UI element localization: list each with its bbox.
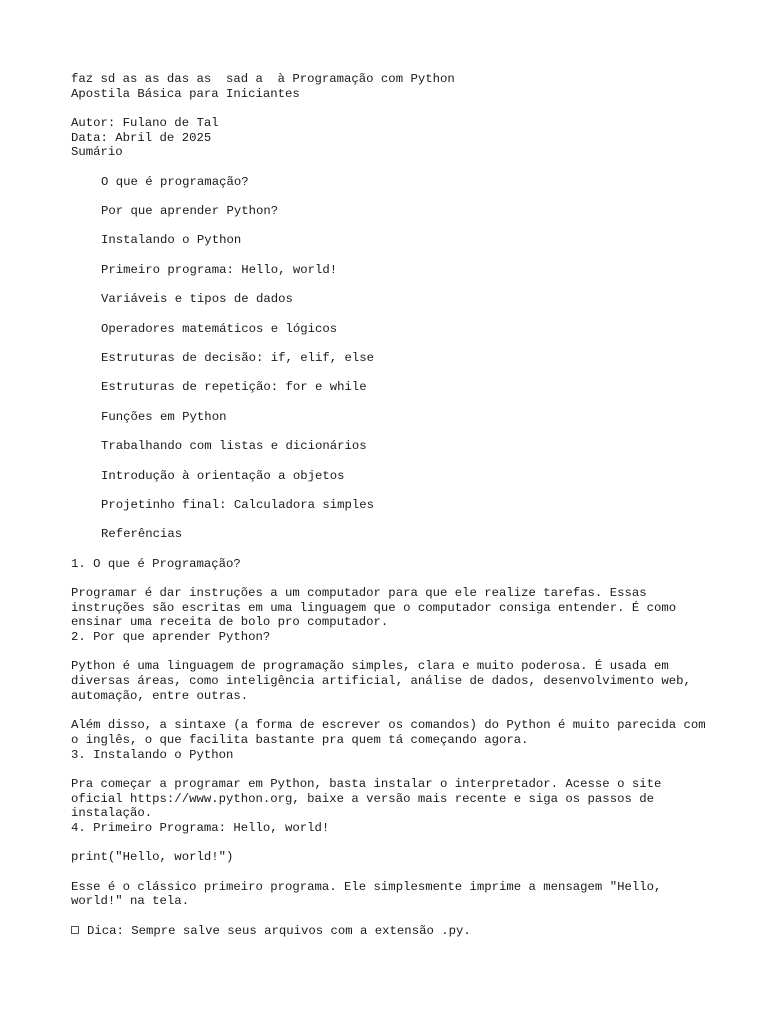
table-of-contents [71,175,711,542]
toc-item: Introdução à orientação a objetos [101,468,345,483]
toc-item: Trabalhando com listas e dicionários [101,439,367,454]
toc-item: Operadores matemáticos e lógicos [101,321,338,336]
toc-item: Primeiro programa: Hello, world! [101,262,338,277]
toc-item: Estruturas de decisão: if, elif, else [101,351,375,366]
toc-item: Instalando o Python [101,233,242,248]
toc-item: O que é programação? [101,174,249,189]
toc-item: Variáveis e tipos de dados [101,292,293,307]
code-snippet: print("Hello, world!") [71,850,234,865]
tip-text: Dica: Sempre salve seus arquivos com a extensão .py. [87,923,471,938]
section-2-paragraph-2: Além disso, a sintaxe (a forma de escrever os comandos) do Python é muito parecida com o inglês, o que facilita bastante pra quem tá começando agora. [71,718,714,747]
box-icon [71,926,79,934]
toc-item: Por que aprender Python? [101,204,279,219]
section-heading-3: 3. Instalando o Python [71,747,234,762]
author-line: Autor: Fulano de Tal [71,116,219,130]
section-heading-1: 1. O que é Programação? [71,556,241,571]
toc-item: Funções em Python [101,409,227,424]
document-subtitle: Apostila Básica para Iniciantes [71,86,300,101]
section-1-paragraph: Programar é dar instruções a um computador para que ele realize tarefas. Essas instruções são escritas em uma linguagem que o computador consiga entender. É como ensinar uma receita de bolo pro computador. [71,586,684,630]
toc-item: Estruturas de repetição: for e while [101,380,367,395]
date-line: Data: Abril de 2025 [71,130,212,145]
section-heading-4: 4. Primeiro Programa: Hello, world! [71,821,330,835]
section-3-paragraph: Pra começar a programar em Python, basta instalar o interpretador. Acesse o site oficial https://www.python.org, baixe a versão mais recente e siga os passos de instalação. [71,776,669,821]
toc-item: Projetinho final: Calculadora simples [101,498,375,512]
tip-line [71,924,711,939]
section-2-paragraph-1: Python é uma linguagem de programação simples, clara e muito poderosa. É usada em diversas áreas, como inteligência artificial, análise de dados, desenvolvimento web, automação, entre outras. [71,659,699,703]
section-4-paragraph: Esse é o clássico primeiro programa. Ele simplesmente imprime a mensagem "Hello, world!" na tela. [71,879,669,909]
section-heading-2: 2. Por que aprender Python? [71,630,271,645]
toc-item: Referências [101,527,183,542]
document-title: faz sd as as das as sad a à Programação com Python [71,72,455,86]
document-page [71,72,714,938]
toc-heading: Sumário [71,145,123,160]
